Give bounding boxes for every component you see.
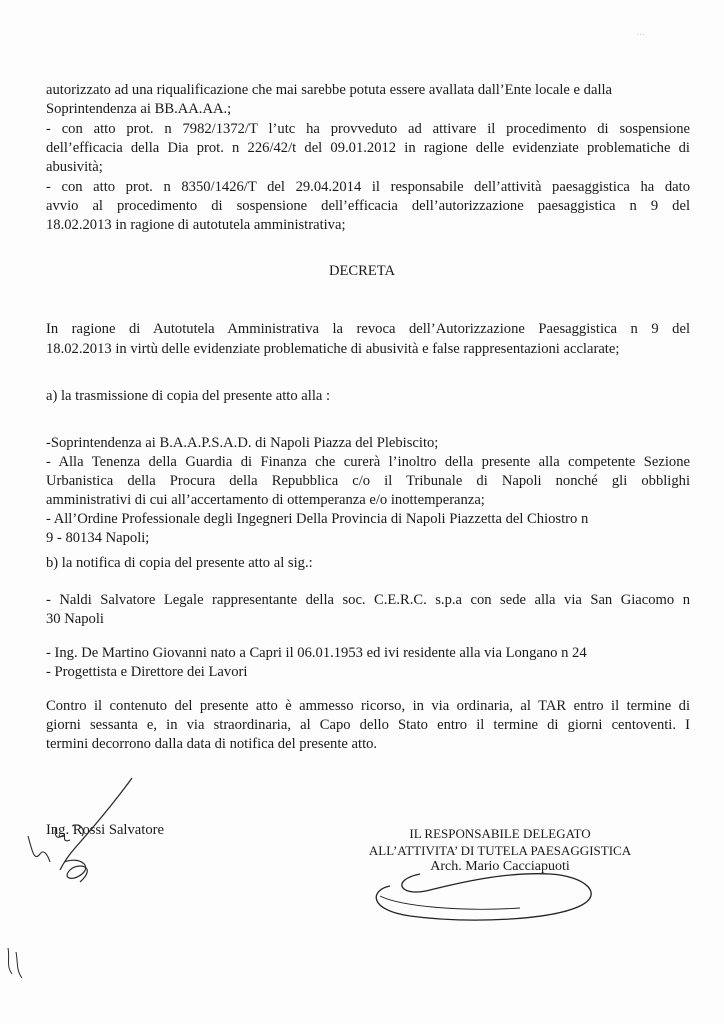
section-a-line-3: Urbanistica della Procura della Repubblica c/o il Tribunale di Napoli nonché gli obblighi [46, 473, 690, 489]
closing-line-2: giorni sessanta e, in via straordinaria, al Capo dello Stato entro il termine di giorni centoventi. I [46, 717, 690, 733]
margin-mark [2, 944, 32, 984]
intro-line-3: - con atto prot. n 7982/1372/T l’utc ha provveduto ad attivare il procedimento di sospensione [46, 121, 690, 137]
section-a-line-2: - Alla Tenenza della Guardia di Finanza che curerà l’inoltro della presente alla competente Sezione [46, 454, 690, 470]
section-b-line-4: - Progettista e Direttore dei Lavori [46, 664, 248, 680]
decreta-line-2: 18.02.2013 in virtù delle evidenziate problematiche di abusività e false rappresentazioni acclarate; [46, 341, 620, 357]
section-b-line-1: - Naldi Salvatore Legale rappresentante della soc. C.E.R.C. s.p.a con sede alla via San Giacomo n [46, 592, 690, 608]
signatory-right-block [330, 826, 670, 876]
signatory-right-name: Arch. Mario Cacciapuoti [430, 859, 570, 874]
corner-mark: … [636, 28, 645, 38]
section-a-line-5: - All’Ordine Professionale degli Ingegneri Della Provincia di Napoli Piazzetta del Chiostro n [46, 511, 589, 527]
intro-line-1: autorizzato ad una riqualificazione che mai sarebbe potuta essere avallata dall’Ente locale e dalla [46, 82, 613, 98]
signatory-right-office: ALL’ATTIVITA’ DI TUTELA PAESAGGISTICA [368, 842, 632, 858]
section-b-intro: b) la notifica di copia del presente atto al sig.: [46, 555, 313, 571]
section-a-intro: a) la trasmissione di copia del presente atto alla : [46, 388, 331, 404]
section-b-line-3: - Ing. De Martino Giovanni nato a Capri il 06.01.1953 ed ivi residente alla via Longano n 24 [46, 645, 587, 661]
intro-line-6: - con atto prot. n 8350/1426/T del 29.04.2014 il responsabile dell’attività paesaggistica ha dato [46, 179, 690, 195]
handwritten-signature-left [20, 770, 160, 910]
signatory-left: Ing. Rossi Salvatore [46, 822, 164, 838]
intro-line-5: abusività; [46, 159, 103, 175]
decreta-heading: DECRETA [328, 263, 396, 279]
section-a-line-6: 9 - 80134 Napoli; [46, 530, 150, 546]
decreta-line-1: In ragione di Autotutela Amministrativa la revoca dell’Autorizzazione Paesaggistica n 9 del [46, 321, 690, 337]
intro-line-7: avvio al procedimento di sospensione dell’efficacia dell’autorizzazione paesaggistica n 9 del [46, 198, 690, 214]
closing-line-3: termini decorrono dalla data di notifica del presente atto. [46, 736, 378, 752]
closing-line-1: Contro il contenuto del presente atto è ammesso ricorso, in via ordinaria, al TAR entro il termine di [46, 698, 690, 714]
section-a-line-1: -Soprintendenza ai B.A.A.P.S.A.D. di Napoli Piazza del Plebiscito; [46, 435, 439, 451]
section-a-line-4: amministrativi di cui all’accertamento di ottemperanza e/o inottemperanza; [46, 492, 485, 508]
signatory-right-role: IL RESPONSABILE DELEGATO [409, 826, 591, 841]
section-b-line-2: 30 Napoli [46, 611, 104, 627]
intro-line-2: Soprintendenza ai BB.AA.AA.; [46, 101, 232, 117]
intro-line-4: dell’efficacia della Dia prot. n 226/42/t del 09.01.2012 in ragione delle evidenziate problematiche di [46, 140, 690, 156]
intro-line-8: 18.02.2013 in ragione di autotutela amministrativa; [46, 217, 346, 233]
